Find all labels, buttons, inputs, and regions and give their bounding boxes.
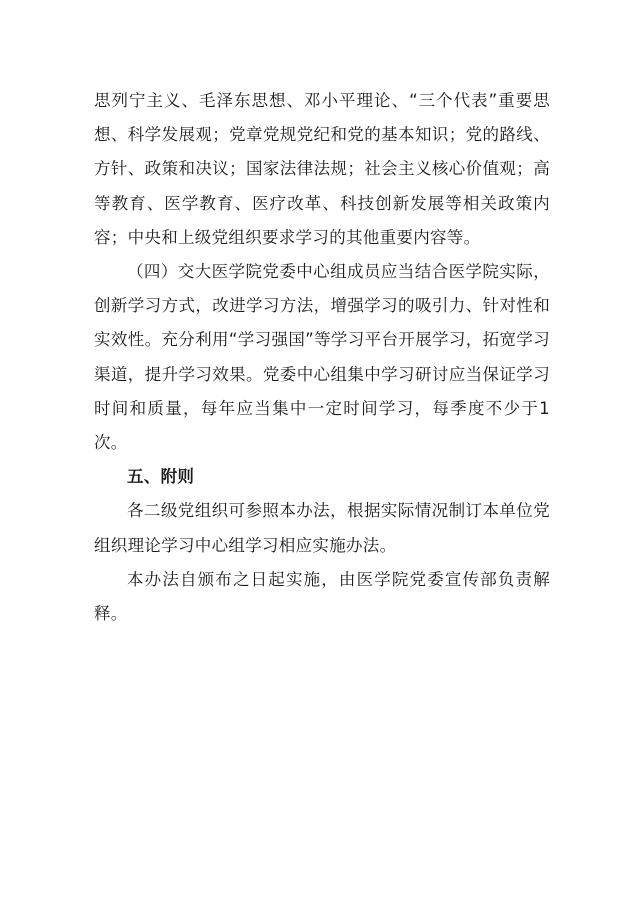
paragraph-secondary-organizations: 各二级党组织可参照本办法，根据实际情况制订本单位党组织理论学习中心组学习相应实施办法。 (94, 501, 550, 555)
document-body (94, 84, 550, 631)
section-heading-supplementary-provisions: 五、附则 (127, 467, 195, 487)
paragraph-study-content-continuation: 思列宁主义、毛泽东思想、邓小平理论、“三个代表”重要思想、科学发展观；党章党规党纪和党的基本知识；党的路线、方针、政策和决议；国家法律法规；社会主义核心价值观；高等教育、医学教育、医疗改革、科技创新发展等相关政策内容；中央和上级党组织要求学习的其他重要内容等。 (94, 91, 550, 247)
paragraph-effective-date: 本办法自颁布之日起实施，由医学院党委宣传部负责解释。 (94, 569, 550, 624)
paragraph-item-four: （四）交大医学院党委中心组成员应当结合医学院实际，创新学习方式，改进学习方法，增强学习的吸引力、针对性和实效性。充分利用“学习强国”等学习平台开展学习，拓宽学习渠道，提升学习效果。党委中心组集中学习研讨应当保证学习时间和质量，每年应当集中一定时间学习，每季度不少于1次。 (94, 262, 550, 453)
